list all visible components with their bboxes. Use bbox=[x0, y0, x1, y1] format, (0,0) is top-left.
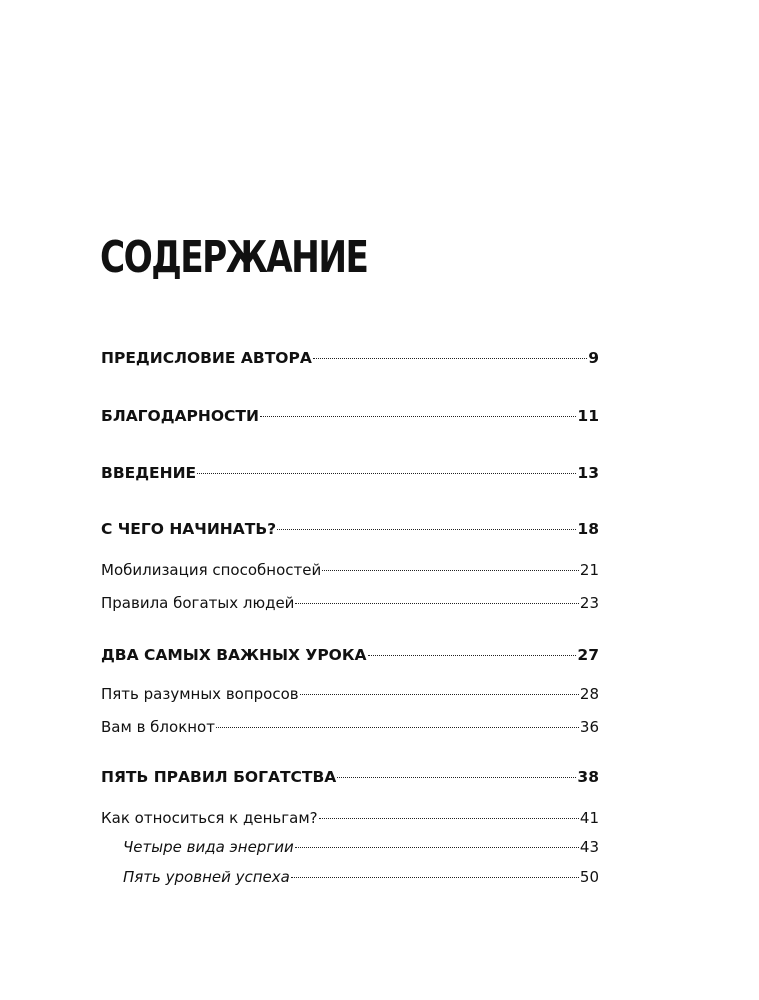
toc-entry-five-questions[interactable] bbox=[101, 682, 599, 706]
toc-entry-five-levels[interactable] bbox=[101, 865, 599, 889]
toc-entry-page-number: 27 bbox=[577, 646, 599, 664]
dot-leader bbox=[322, 570, 579, 571]
dot-leader bbox=[337, 777, 576, 778]
toc-entry-mobilization[interactable] bbox=[101, 558, 599, 582]
toc-entry-title: Как относиться к деньгам? bbox=[101, 809, 318, 827]
toc-entry-acknowledgements[interactable] bbox=[101, 404, 599, 428]
toc-entry-notebook[interactable] bbox=[101, 715, 599, 739]
dot-leader bbox=[368, 655, 577, 656]
dot-leader bbox=[319, 818, 579, 819]
dot-leader bbox=[260, 416, 576, 417]
toc-entry-page-number: 41 bbox=[579, 809, 599, 827]
toc-entry-author-preface[interactable] bbox=[101, 346, 599, 370]
toc-entry-title: БЛАГОДАРНОСТИ bbox=[101, 407, 259, 425]
dot-leader bbox=[291, 877, 579, 878]
toc-entry-where-to-start[interactable] bbox=[101, 517, 599, 541]
toc-entry-title: Пять уровней успеха bbox=[123, 868, 290, 886]
toc-entry-page-number: 28 bbox=[579, 685, 599, 703]
toc-entry-page-number: 36 bbox=[579, 718, 599, 736]
toc-entry-rules-of-rich[interactable] bbox=[101, 591, 599, 615]
toc-entry-title: С ЧЕГО НАЧИНАТЬ? bbox=[101, 520, 277, 538]
toc-entry-two-lessons[interactable] bbox=[101, 643, 599, 667]
toc-entry-page-number: 21 bbox=[579, 561, 599, 579]
dot-leader bbox=[216, 727, 579, 728]
toc-entry-title: ПЯТЬ ПРАВИЛ БОГАТСТВА bbox=[101, 768, 337, 786]
toc-entry-page-number: 9 bbox=[588, 349, 599, 367]
toc-entry-title: Пять разумных вопросов bbox=[101, 685, 299, 703]
toc-entry-page-number: 50 bbox=[579, 868, 599, 886]
toc-entry-title: ПРЕДИСЛОВИЕ АВТОРА bbox=[101, 349, 312, 367]
dot-leader bbox=[277, 529, 576, 530]
toc-entry-page-number: 11 bbox=[577, 407, 599, 425]
toc-entry-money-attitude[interactable] bbox=[101, 806, 599, 830]
toc-entry-five-rules[interactable] bbox=[101, 765, 599, 789]
dot-leader bbox=[300, 694, 579, 695]
toc-entry-title: ВВЕДЕНИЕ bbox=[101, 464, 197, 482]
toc-entry-introduction[interactable] bbox=[101, 461, 599, 485]
toc-entry-page-number: 38 bbox=[577, 768, 599, 786]
dot-leader bbox=[197, 473, 576, 474]
dot-leader bbox=[295, 603, 578, 604]
table-of-contents bbox=[101, 0, 599, 1000]
toc-entry-title: Правила богатых людей bbox=[101, 594, 295, 612]
toc-entry-page-number: 23 bbox=[579, 594, 599, 612]
page-title: СОДЕРЖАНИЕ bbox=[100, 232, 368, 283]
toc-entry-title: ДВА САМЫХ ВАЖНЫХ УРОКА bbox=[101, 646, 367, 664]
toc-entry-page-number: 18 bbox=[577, 520, 599, 538]
toc-entry-four-energies[interactable] bbox=[101, 835, 599, 859]
toc-entry-page-number: 43 bbox=[579, 838, 599, 856]
toc-entry-title: Вам в блокнот bbox=[101, 718, 215, 736]
dot-leader bbox=[313, 358, 587, 359]
toc-entry-title: Четыре вида энергии bbox=[123, 838, 294, 856]
toc-entry-title: Мобилизация способностей bbox=[101, 561, 322, 579]
toc-entry-page-number: 13 bbox=[577, 464, 599, 482]
dot-leader bbox=[295, 847, 579, 848]
